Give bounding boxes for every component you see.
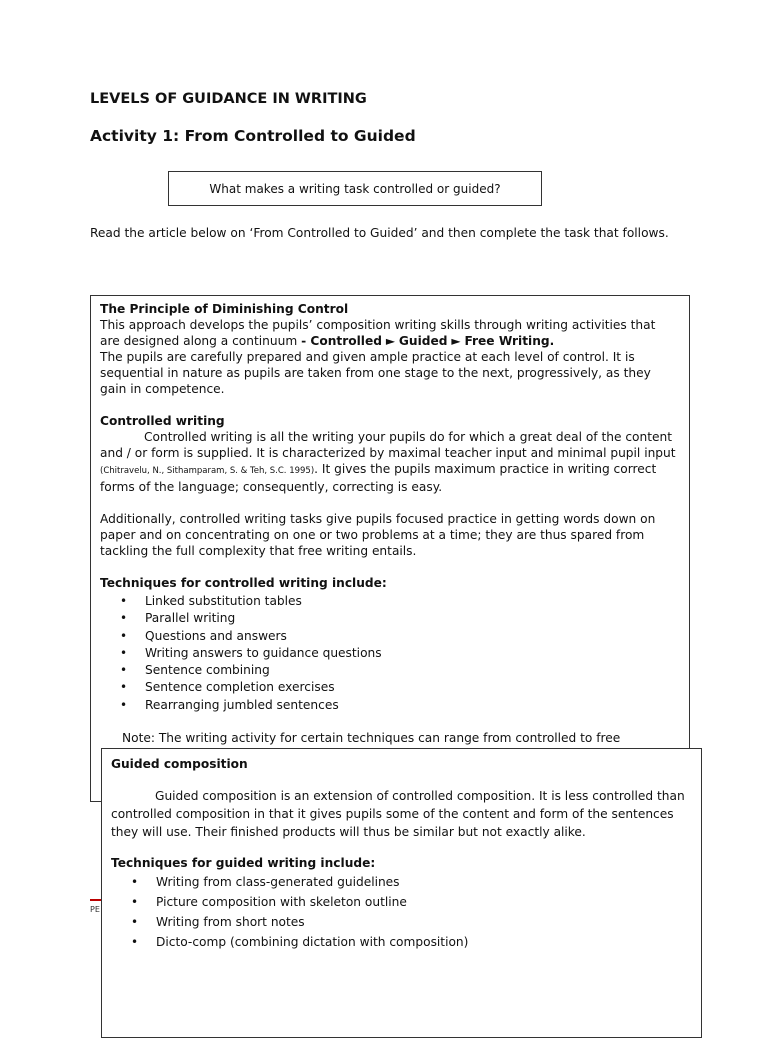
footer-rule <box>90 899 101 901</box>
controlled-techniques-heading: Techniques for controlled writing include: <box>100 576 387 590</box>
principle-line1: This approach develops the pupils’ composition writing skills through writing activities that <box>100 318 656 332</box>
footer-fragment: PE <box>90 905 100 914</box>
list-item: • Writing answers to guidance questions <box>100 645 680 662</box>
citation: (Chitravelu, N., Sithamparam, S. & Teh, S.C. 1995) <box>100 466 315 476</box>
article-box-guided <box>101 748 702 1038</box>
principle-line2 <box>100 333 680 349</box>
principle-heading: The Principle of Diminishing Control <box>100 302 349 316</box>
continuum-guided: Guided <box>398 334 448 348</box>
controlled-para1 <box>100 429 680 495</box>
question-text: What makes a writing task controlled or guided? <box>209 181 501 196</box>
page-title: LEVELS OF GUIDANCE IN WRITING <box>90 91 367 107</box>
controlled-techniques-list <box>100 593 680 714</box>
article-box-controlled <box>90 295 690 802</box>
arrow-right-icon: ► <box>451 334 461 348</box>
list-item: • Questions and answers <box>100 628 680 645</box>
activity-title: Activity 1: From Controlled to Guided <box>90 127 416 145</box>
list-item: • Picture composition with skeleton outline <box>111 892 692 912</box>
guided-techniques-list <box>111 872 692 952</box>
list-item: • Dicto-comp (combining dictation with composition) <box>111 932 692 952</box>
continuum-free: Free Writing. <box>464 334 555 348</box>
question-box <box>168 171 542 206</box>
list-item: • Parallel writing <box>100 610 680 627</box>
list-item: • Rearranging jumbled sentences <box>100 697 680 714</box>
continuum-controlled: - Controlled <box>301 334 382 348</box>
arrow-right-icon: ► <box>385 334 396 348</box>
list-item: • Sentence combining <box>100 662 680 679</box>
guided-heading: Guided composition <box>111 757 248 771</box>
list-item: • Sentence completion exercises <box>100 679 680 696</box>
principle-line2-text: are designed along a continuum <box>100 334 302 348</box>
intro-paragraph: Read the article below on ‘From Controlled to Guided’ and then complete the task that follows. <box>90 226 669 240</box>
controlled-para1-text: Controlled writing is all the writing your pupils do for which a great deal of the content and / or form is supplied. It is characterized by maximal teacher input and minimal pupil input <box>100 430 676 460</box>
note-text: Note: The writing activity for certain techniques can range from controlled to free <box>122 731 621 746</box>
controlled-para1-end: . It gives the pupils maximum practice in writing correct forms of the language; consequently, correcting is easy. <box>100 462 657 494</box>
guided-techniques-heading: Techniques for guided writing include: <box>111 856 376 870</box>
list-item: • Writing from class-generated guidelines <box>111 872 692 892</box>
controlled-para2: Additionally, controlled writing tasks give pupils focused practice in getting words down on paper and on concentrating on one or two problems at a time; they are thus spared from tackling the full complexity that free writing entails. <box>100 512 656 558</box>
guided-para: Guided composition is an extension of controlled composition. It is less controlled than controlled composition in that it gives pupils some of the content and form of the sentences they will use. Their finished products will thus be similar but not exactly alike. <box>111 789 685 839</box>
controlled-heading: Controlled writing <box>100 414 225 428</box>
principle-body: The pupils are carefully prepared and given ample practice at each level of control. It is sequential in nature as pupils are taken from one stage to the next, progressively, as they gain in competence. <box>100 350 651 396</box>
list-item: • Linked substitution tables <box>100 593 680 610</box>
list-item: • Writing from short notes <box>111 912 692 932</box>
